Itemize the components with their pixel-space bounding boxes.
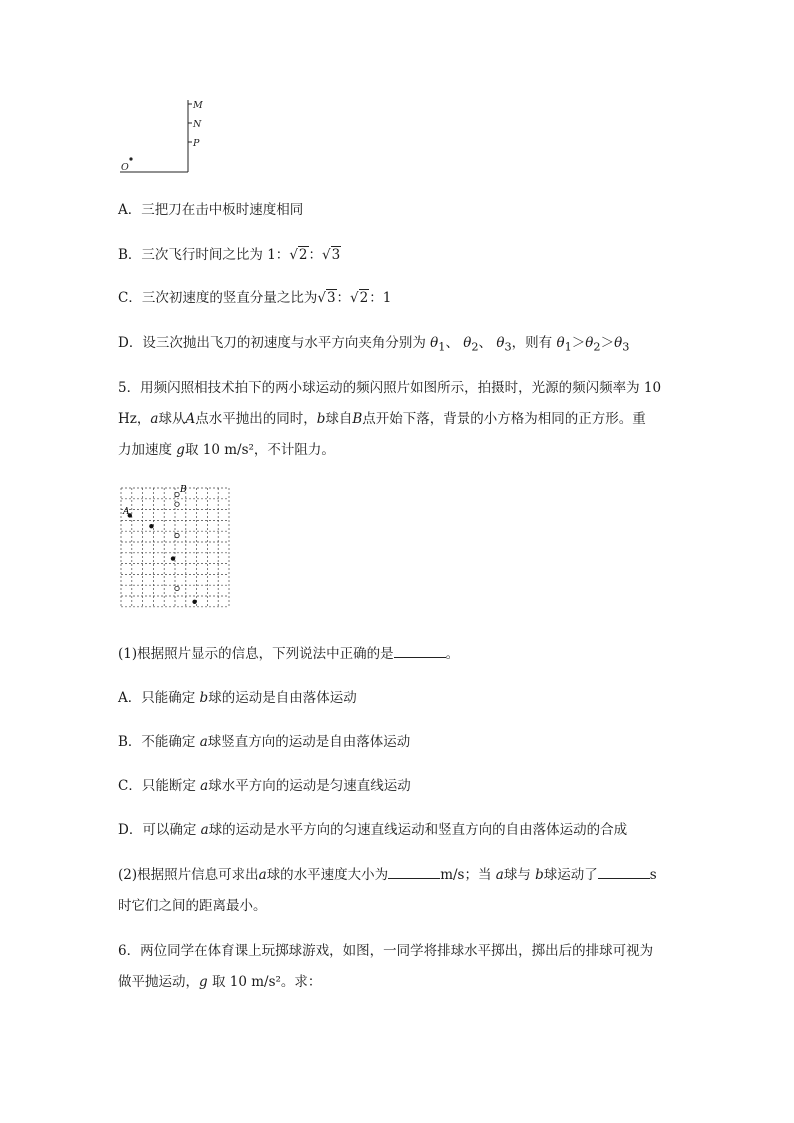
q4-option-a: A．三把刀在击中板时速度相同	[118, 202, 304, 218]
q4-option-d: D．设三次抛出飞刀的初速度与水平方向夹角分别为 $\theta_1$、 $\theta_2$、 $\theta_3$，则有 $\theta_1>\theta_2>\theta_3$	[118, 335, 630, 354]
ball-a-position	[192, 600, 196, 604]
ball-b-position	[175, 492, 179, 496]
q5-option-c: C．只能断定 a球水平方向的运动是匀速直线运动	[118, 778, 411, 794]
q5-option-b: B．不能确定 a球竖直方向的运动是自由落体运动	[118, 734, 411, 750]
label-p: P	[193, 138, 200, 149]
q5-sub2: (2)根据照片信息可求出a球的水平速度大小为 m/s；当 a球与 b球运动了 s 时它们之间的距离最小。	[118, 867, 657, 914]
ball-b-position	[175, 533, 179, 537]
label-b-start: B	[180, 485, 187, 495]
ball-b-position	[175, 586, 179, 590]
q5-stem: 5．用频闪照相技术拍下的两小球运动的频闪照片如图所示，拍摄时，光源的频闪频率为 10 Hz，a球从A点水平抛出的同时，b球自B点开始下落，背景的小方格为相同的正方形。重 力加速度 g取 10 m/s²，不计阻力。	[118, 380, 662, 458]
q5-option-a: A．只能确定 b球的运动是自由落体运动	[118, 690, 357, 706]
q4-option-b: B．三次飞行时间之比为 1：√2：√3	[118, 247, 341, 263]
ball-a-position	[149, 524, 153, 528]
q6-stem: 6．两位同学在体育课上玩掷球游戏，如图，一同学将排球水平掷出，掷出后的排球可视为 做平抛运动，g 取 10 m/s²。求：	[118, 943, 654, 990]
label-n: N	[193, 119, 202, 130]
q5-option-d: D．可以确定 a球的运动是水平方向的匀速直线运动和竖直方向的自由落体运动的合成	[118, 822, 628, 838]
label-m: M	[193, 100, 203, 111]
point-o	[129, 157, 132, 160]
label-a-start: A	[123, 507, 130, 517]
ball-b-position	[175, 502, 179, 506]
answer-blank	[388, 866, 440, 879]
board-figure	[115, 95, 215, 177]
ball-a-position	[171, 556, 175, 560]
answer-blank	[598, 866, 650, 879]
answer-blank	[394, 645, 446, 658]
label-o: O	[121, 162, 129, 173]
q4-option-c: C．三次初速度的竖直分量之比为√3：√2：1	[118, 290, 392, 306]
strobe-photo-grid	[118, 484, 232, 614]
q5-sub1: (1)根据照片显示的信息，下列说法中正确的是 。	[118, 646, 460, 662]
